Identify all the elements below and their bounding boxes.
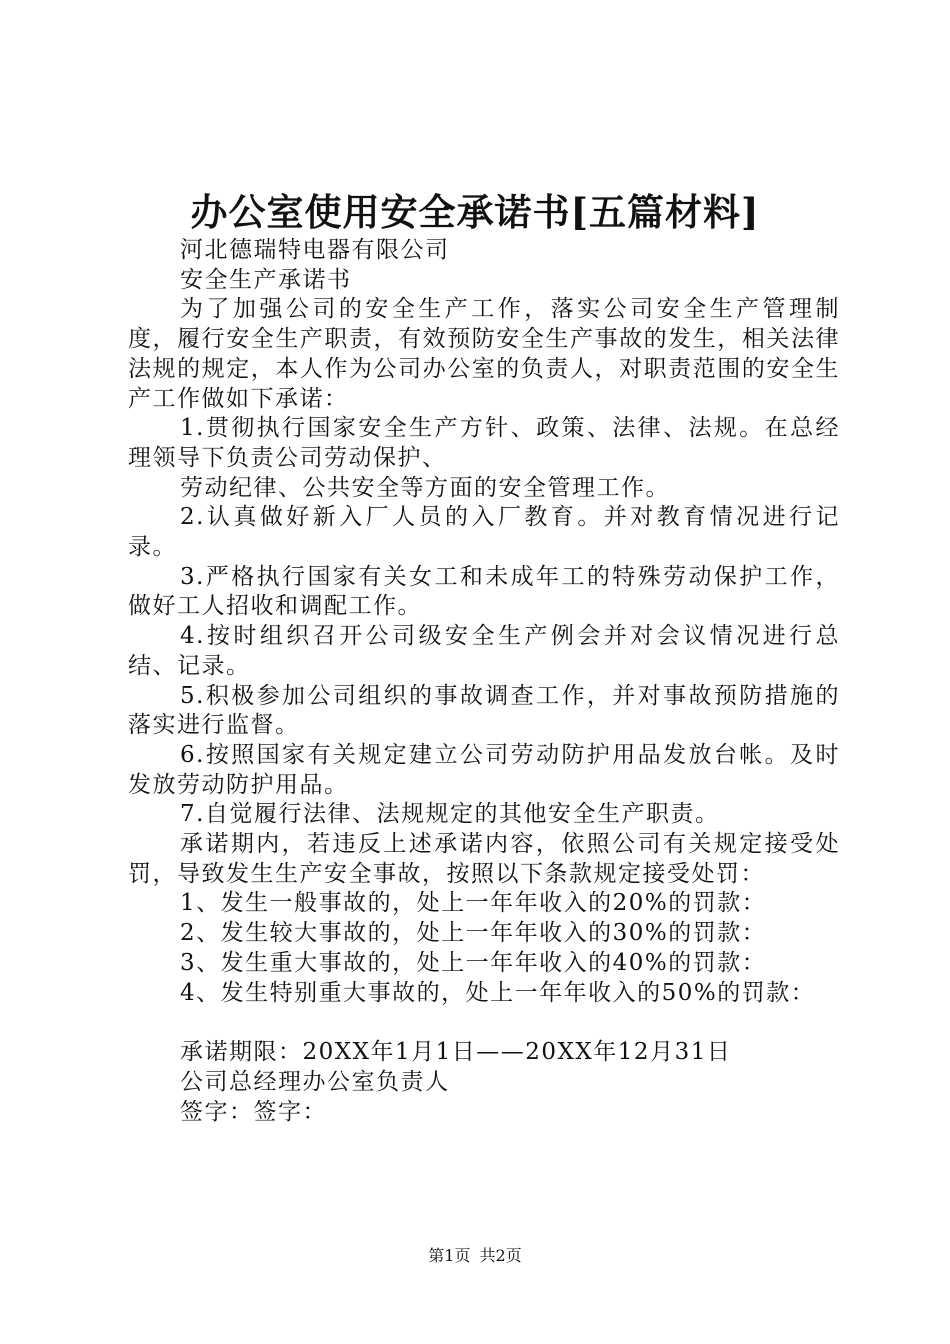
- signature-line: 签字：签字：: [180, 1098, 327, 1125]
- commitment-item-1: 1.贯彻执行国家安全生产方针、政策、法律、法规。在总经理领导下负责公司劳动保护、: [128, 415, 840, 471]
- penalty-item-2: 2、发生较大事故的，处上一年年收入的30%的罚款：: [180, 920, 767, 947]
- document-subtitle: 安全生产承诺书: [180, 266, 352, 293]
- page-number: 第1页: [428, 1246, 471, 1265]
- commitment-item-3: 3.严格执行国家有关女工和未成年工的特殊劳动保护工作，做好工人招收和调配工作。: [128, 563, 840, 620]
- page-footer: [0, 1243, 950, 1266]
- commitment-period: 承诺期限：20XX年1月1日——20XX年12月31日: [180, 1039, 732, 1066]
- document-title: 办公室使用安全承诺书[五篇材料]: [190, 190, 760, 234]
- commitment-item-5: 5.积极参加公司组织的事故调查工作，并对事故预防措施的落实进行监督。: [128, 682, 840, 739]
- company-name: 河北德瑞特电器有限公司: [180, 237, 450, 263]
- penalty-item-4: 4、发生特别重大事故的，处上一年年收入的50%的罚款：: [180, 979, 816, 1006]
- signer-title: 公司总经理办公室负责人: [180, 1068, 450, 1095]
- commitment-item-2: 2.认真做好新入厂人员的入厂教育。并对教育情况进行记录。: [128, 504, 840, 561]
- commitment-item-4: 4.按时组织召开公司级安全生产例会并对会议情况进行总结、记录。: [128, 623, 840, 679]
- spacer: [128, 1008, 840, 1038]
- document-body: [128, 236, 840, 1127]
- page-total: 共2页: [479, 1246, 522, 1265]
- commitment-item-7: 7.自觉履行法律、法规规定的其他安全生产职责。: [180, 801, 720, 828]
- commitment-item-1-continued: 劳动纪律、公共安全等方面的安全管理工作。: [180, 474, 670, 501]
- violation-paragraph: 承诺期内，若违反上述承诺内容，依照公司有关规定接受处罚，导致发生生产安全事故，按照以下条款规定接受处罚：: [128, 831, 840, 887]
- penalty-item-3: 3、发生重大事故的，处上一年年收入的40%的罚款：: [180, 949, 767, 976]
- penalty-item-1: 1、发生一般事故的，处上一年年收入的20%的罚款：: [180, 890, 767, 917]
- commitment-item-6: 6.按照国家有关规定建立公司劳动防护用品发放台帐。及时发放劳动防护用品。: [128, 741, 840, 798]
- intro-paragraph: 为了加强公司的安全生产工作，落实公司安全生产管理制度，履行安全生产职责，有效预防安全生产事故的发生，相关法律法规的规定，本人作为公司办公室的负责人，对职责范围的安全生产工作做如下承诺：: [128, 296, 840, 412]
